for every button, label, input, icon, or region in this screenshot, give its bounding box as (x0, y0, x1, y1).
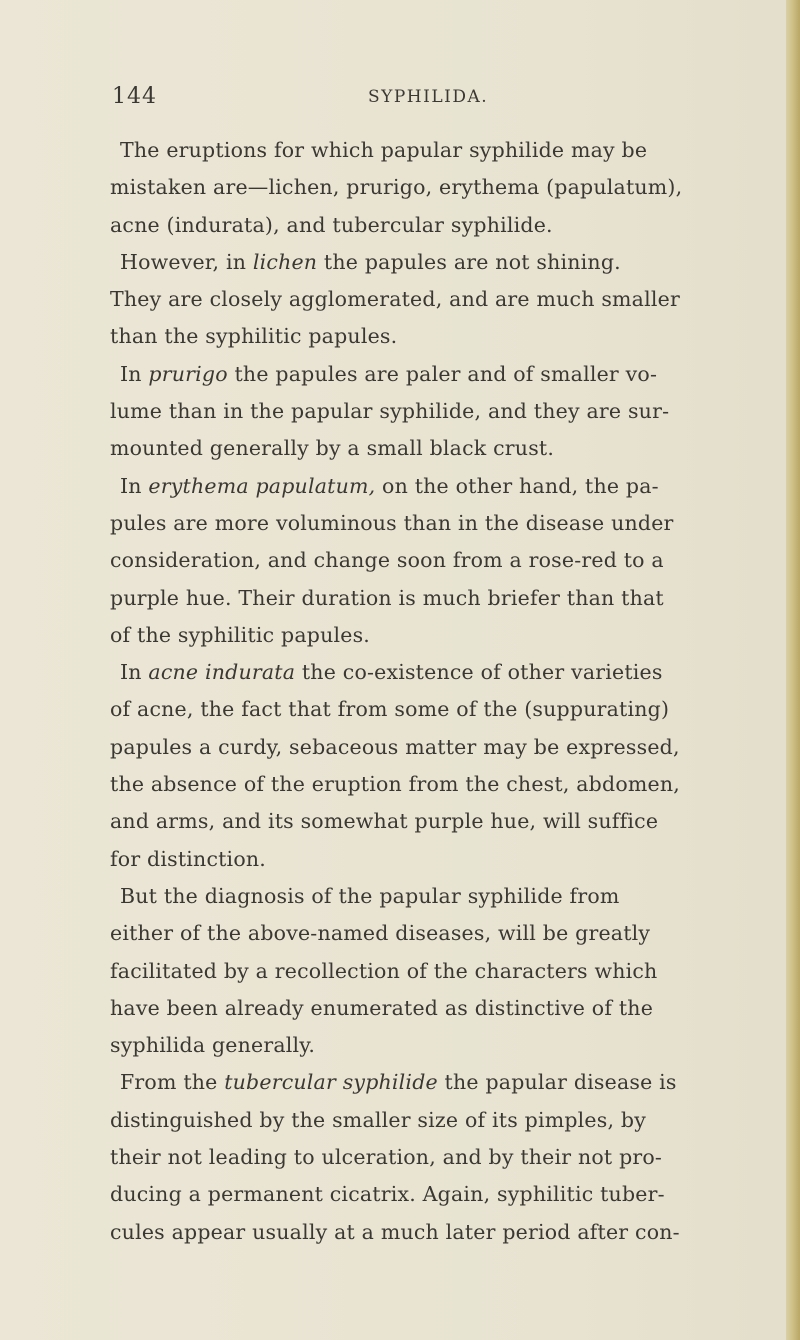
text-segment: papules a curdy, sebaceous matter may be expressed, (110, 734, 680, 759)
text-segment: In (120, 361, 149, 386)
text-line (110, 1027, 770, 1064)
text-segment: In (120, 473, 149, 498)
text-segment: the co-existence of other varieties (295, 660, 663, 685)
text-line (110, 393, 770, 430)
page-header (112, 84, 732, 112)
text-segment: From the (120, 1070, 225, 1095)
text-line (110, 1214, 770, 1251)
text-line (120, 1064, 770, 1101)
text-segment: their not leading to ulceration, and by their not pro- (110, 1145, 663, 1170)
text-segment: The eruptions for which papular syphilide may be (120, 138, 648, 162)
text-segment: cules appear usually at a much later period after con- (110, 1219, 680, 1244)
text-segment: ducing a permanent cicatrix. Again, syphilitic tuber- (110, 1182, 665, 1207)
text-line (120, 654, 770, 691)
text-line (110, 318, 770, 355)
page-edge (786, 0, 800, 1340)
text-line (110, 803, 770, 840)
text-line (110, 281, 770, 318)
italic-term: erythema papulatum, (148, 473, 376, 498)
text-line (110, 841, 770, 878)
text-segment: acne (indurata), and tubercular syphilide. (110, 212, 553, 237)
text-line (110, 542, 770, 579)
body-text (110, 132, 770, 1251)
text-line (110, 729, 770, 766)
text-line (110, 207, 770, 244)
text-line (120, 132, 770, 169)
text-line (120, 468, 770, 505)
text-line (110, 1176, 770, 1213)
text-segment: But the diagnosis of the papular syphilide from (120, 883, 620, 908)
running-head: SYPHILIDA. (368, 87, 489, 107)
text-segment: on the other hand, the pa- (375, 473, 659, 498)
text-segment: purple hue. Their duration is much briefer than that (110, 585, 664, 610)
text-segment: the absence of the eruption from the chest, abdomen, (110, 772, 680, 797)
text-segment: lume than in the papular syphilide, and they are sur- (110, 399, 670, 424)
text-segment: distinguished by the smaller size of its pimples, by (110, 1107, 647, 1132)
text-line (110, 430, 770, 467)
text-segment: have been already enumerated as distinctive of the (110, 995, 654, 1020)
italic-term: acne indurata (148, 660, 296, 685)
text-line (110, 915, 770, 952)
text-segment: facilitated by a recollection of the characters which (110, 958, 658, 983)
text-line (110, 953, 770, 990)
text-line (120, 244, 770, 281)
text-line (110, 580, 770, 617)
italic-term: tubercular syphilide (224, 1070, 438, 1095)
italic-term: prurigo (148, 361, 228, 386)
text-line (110, 1139, 770, 1176)
text-segment: and arms, and its somewhat purple hue, will suffice (110, 809, 659, 834)
text-segment: either of the above-named diseases, will be greatly (110, 921, 651, 946)
text-line (110, 169, 770, 206)
text-segment: mistaken are—lichen, prurigo, erythema (papulatum), (110, 175, 683, 200)
text-segment: mounted generally by a small black crust. (110, 436, 555, 461)
text-segment: of the syphilitic papules. (110, 622, 371, 647)
text-line (110, 1102, 770, 1139)
text-segment: the papules are paler and of smaller vo- (227, 361, 658, 386)
text-line (110, 766, 770, 803)
text-line (110, 617, 770, 654)
text-segment: the papules are not shining. (317, 249, 621, 274)
text-segment: of acne, the fact that from some of the (suppurating) (110, 697, 670, 722)
text-line (120, 356, 770, 393)
text-segment: syphilida generally. (110, 1033, 316, 1058)
text-segment: However, in (120, 249, 253, 274)
text-line (110, 505, 770, 542)
text-segment: the papular disease is (437, 1070, 677, 1095)
italic-term: lichen (252, 249, 318, 274)
text-line (110, 990, 770, 1027)
text-segment: than the syphilitic papules. (110, 324, 398, 349)
text-line (110, 691, 770, 728)
text-segment: consideration, and change soon from a rose-red to a (110, 548, 664, 573)
text-line (120, 878, 770, 915)
text-segment: In (120, 660, 149, 685)
text-segment: for distinction. (110, 846, 266, 871)
text-segment: They are closely agglomerated, and are much smaller (110, 287, 680, 312)
text-segment: pules are more voluminous than in the disease under (110, 510, 674, 535)
page-number: 144 (112, 84, 157, 109)
